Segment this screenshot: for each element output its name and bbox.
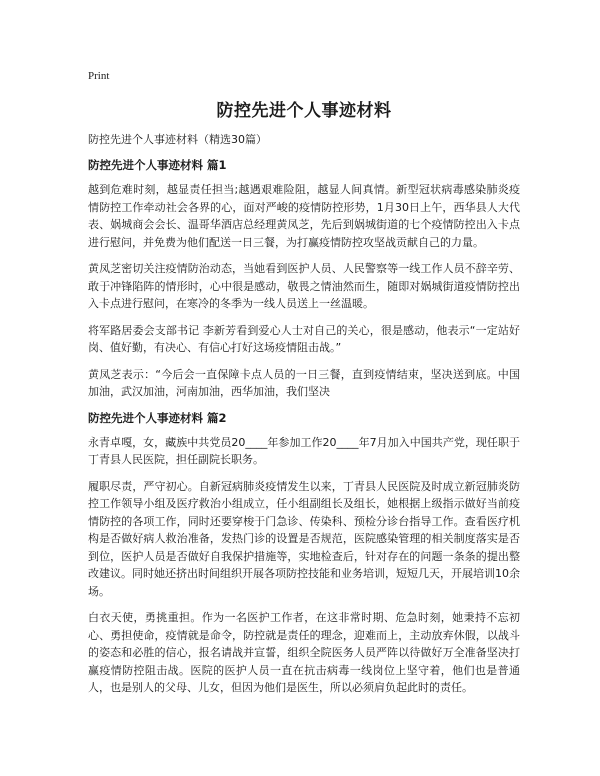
paragraph: 越到危难时刻，越显责任担当;越遇艰难险阻，越显人间真情。新型冠状病毒感染肺炎疫情防控工作牵动社会各界的心，面对严峻的疫情防控形势，1月30日上午，西华县人大代表、娲城商会会长、温哥华酒店总经理黄凤芝，先后到娲城街道的七个疫情防控出入卡点进行慰问，并免费为他们配送一日三餐，为打赢疫情防控攻坚战贡献自己的力量。: [88, 183, 520, 249]
section-1: [88, 157, 520, 401]
paragraph: 白衣天使，勇挑重担。作为一名医护工作者，在这非常时期、危急时刻，她秉持不忘初心、勇担使命，疫情就是命令，防控就是责任的理念，迎难而上，主动放弃休假，以战斗的姿态和必胜的信心，报名请战并宣誓，组织全院医务人员严阵以待做好万全准备坚决打赢疫情防控阻击战。医院的医护人员一直在抗击病毒一线岗位上坚守着，他们也是普通人，也是别人的父母、儿女，但因为他们是医生，所以必须肩负起此时的责任。: [88, 611, 520, 694]
paragraph: 将军路居委会支部书记 李新芳看到爱心人士对自己的关心，很是感动，他表示“一定站好岗、值好勤，有决心、有信心打好这场疫情阻击战。”: [88, 323, 520, 354]
page-subtitle: 防控先进个人事迹材料（精选30篇）: [88, 133, 267, 146]
page-title: 防控先进个人事迹材料: [216, 101, 392, 121]
paragraph: 黄凤芝表示：“今后会一直保障卡点人员的一日三餐，直到疫情结束，坚决送到底。中国加油，武汉加油，河南加油，西华加油，我们坚决: [88, 367, 520, 398]
paragraph: 履职尽责，严守初心。自新冠病肺炎疫情发生以来，丁青县人民医院及时成立新冠肺炎防控工作领导小组及医疗救治小组成立，任小组副组长及组长，她根据上级指示做好当前疫情防控的各项工作，同时还要穿梭于门急诊、传染科、预检分诊台指导工作。查看医疗机构是否做好病人救治准备，发热门诊的设置是否规范，医院感染管理的相关制度落实是否到位，医护人员是否做好自我保护措施等，实地检查后，针对存在的问题一条条的提出整改建议。同时她还挤出时间组织开展各项防控技能和业务培训，短短几天，开展培训10余场。: [88, 479, 520, 598]
document-page: [88, 70, 520, 706]
section-heading: 防控先进个人事迹材料 篇2: [88, 410, 227, 425]
paragraph: 黄凤芝密切关注疫情防治动态，当她看到医护人员、人民警察等一线工作人员不辞辛劳、敢于冲锋陷阵的情形时，心中很是感动，敬畏之情油然而生，随即对娲城街道疫情防控出入卡点进行慰问，在寒冷的冬季为一线人员送上一丝温暖。: [88, 262, 520, 310]
paragraph: 永青卓嘎，女，藏族中共党员20____年参加工作20____年7月加入中国共产党，现任职于丁青县人民医院，担任副院长职务。: [88, 435, 520, 466]
print-link[interactable]: Print: [88, 70, 110, 82]
section-2: [88, 410, 520, 697]
section-heading: 防控先进个人事迹材料 篇1: [88, 158, 227, 172]
